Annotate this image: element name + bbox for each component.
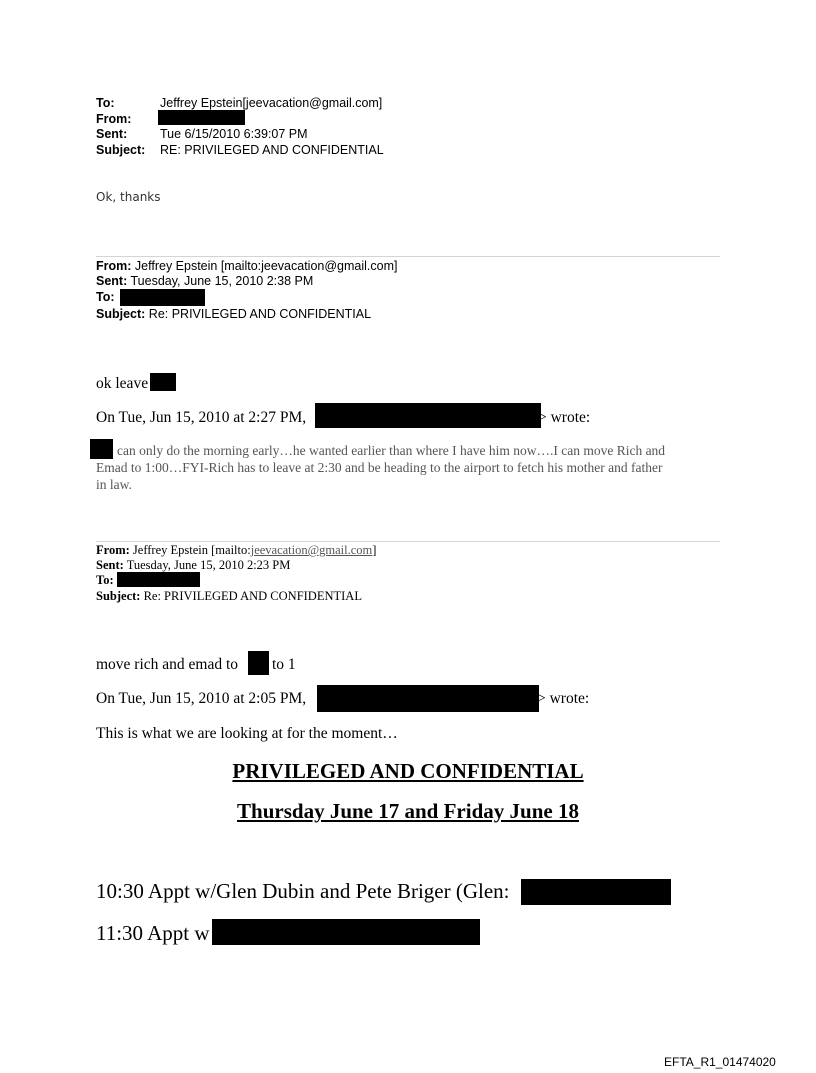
sent-label: Sent: xyxy=(96,558,124,572)
quote-attribution-suffix: > wrote: xyxy=(537,690,590,707)
from-label: From: xyxy=(96,112,132,126)
sent-label: Sent: xyxy=(96,127,128,141)
redaction-box xyxy=(150,373,176,391)
redaction-box xyxy=(117,572,200,587)
subject-value: RE: PRIVILEGED AND CONFIDENTIAL xyxy=(160,143,384,157)
subject-label: Subject: xyxy=(96,589,141,603)
from-label: From: xyxy=(96,543,130,557)
quote-attribution: On Tue, Jun 15, 2010 at 2:05 PM, xyxy=(96,690,307,707)
document-heading: PRIVILEGED AND CONFIDENTIAL xyxy=(232,759,584,783)
to-label: To: xyxy=(96,96,115,110)
from-value-end: ] xyxy=(372,543,377,557)
subject-label: Subject: xyxy=(96,307,146,321)
to-label: To: xyxy=(96,573,114,587)
document-id: EFTA_R1_01474020 xyxy=(664,1055,776,1069)
email-link[interactable]: jeevacation@gmail.com xyxy=(250,543,373,557)
divider xyxy=(96,256,720,257)
subject-value: Re: PRIVILEGED AND CONFIDENTIAL xyxy=(143,589,362,603)
redaction-box xyxy=(158,110,245,125)
message-body-end: to 1 xyxy=(272,656,296,673)
redaction-box xyxy=(212,919,480,945)
redaction-box xyxy=(248,651,269,675)
redaction-box xyxy=(521,879,671,905)
appointment-line: 11:30 Appt w xyxy=(96,921,210,945)
appointment-line: 10:30 Appt w/Glen Dubin and Pete Briger (Glen: xyxy=(96,879,510,903)
quoted-text-line: Emad to 1:00…FYI-Rich has to leave at 2:30 and be heading to the airport to fetch his mother and father xyxy=(96,460,663,475)
sent-value: Tue 6/15/2010 6:39:07 PM xyxy=(160,127,308,141)
quoted-intro: This is what we are looking at for the moment… xyxy=(96,725,398,742)
redaction-box xyxy=(120,289,205,306)
redaction-box xyxy=(315,403,541,428)
quoted-text-line: can only do the morning early…he wanted earlier than where I have him now….I can move Rich and xyxy=(117,443,666,458)
subject-label: Subject: xyxy=(96,143,146,157)
redaction-box xyxy=(90,439,113,459)
to-value: Jeffrey Epstein[jeevacation@gmail.com] xyxy=(160,96,383,110)
to-label: To: xyxy=(96,290,115,304)
from-value: Jeffrey Epstein [mailto: xyxy=(132,543,251,557)
sent-value: Tuesday, June 15, 2010 2:38 PM xyxy=(130,274,314,288)
from-label: From: xyxy=(96,259,132,273)
from-value: Jeffrey Epstein [mailto:jeevacation@gmail.com] xyxy=(134,259,398,273)
divider xyxy=(96,541,720,542)
sent-label: Sent: xyxy=(96,274,128,288)
subject-value: Re: PRIVILEGED AND CONFIDENTIAL xyxy=(148,307,372,321)
message-body: move rich and emad to xyxy=(96,656,239,673)
reply-body: Ok, thanks xyxy=(96,190,161,204)
redaction-box xyxy=(317,685,539,712)
message-body: ok leave xyxy=(96,375,149,392)
quote-attribution: On Tue, Jun 15, 2010 at 2:27 PM, xyxy=(96,409,307,426)
sent-value: Tuesday, June 15, 2010 2:23 PM xyxy=(126,558,291,572)
quote-attribution-suffix: > wrote: xyxy=(538,409,591,426)
document-subheading: Thursday June 17 and Friday June 18 xyxy=(237,799,579,823)
quoted-text-line: in law. xyxy=(96,477,132,492)
